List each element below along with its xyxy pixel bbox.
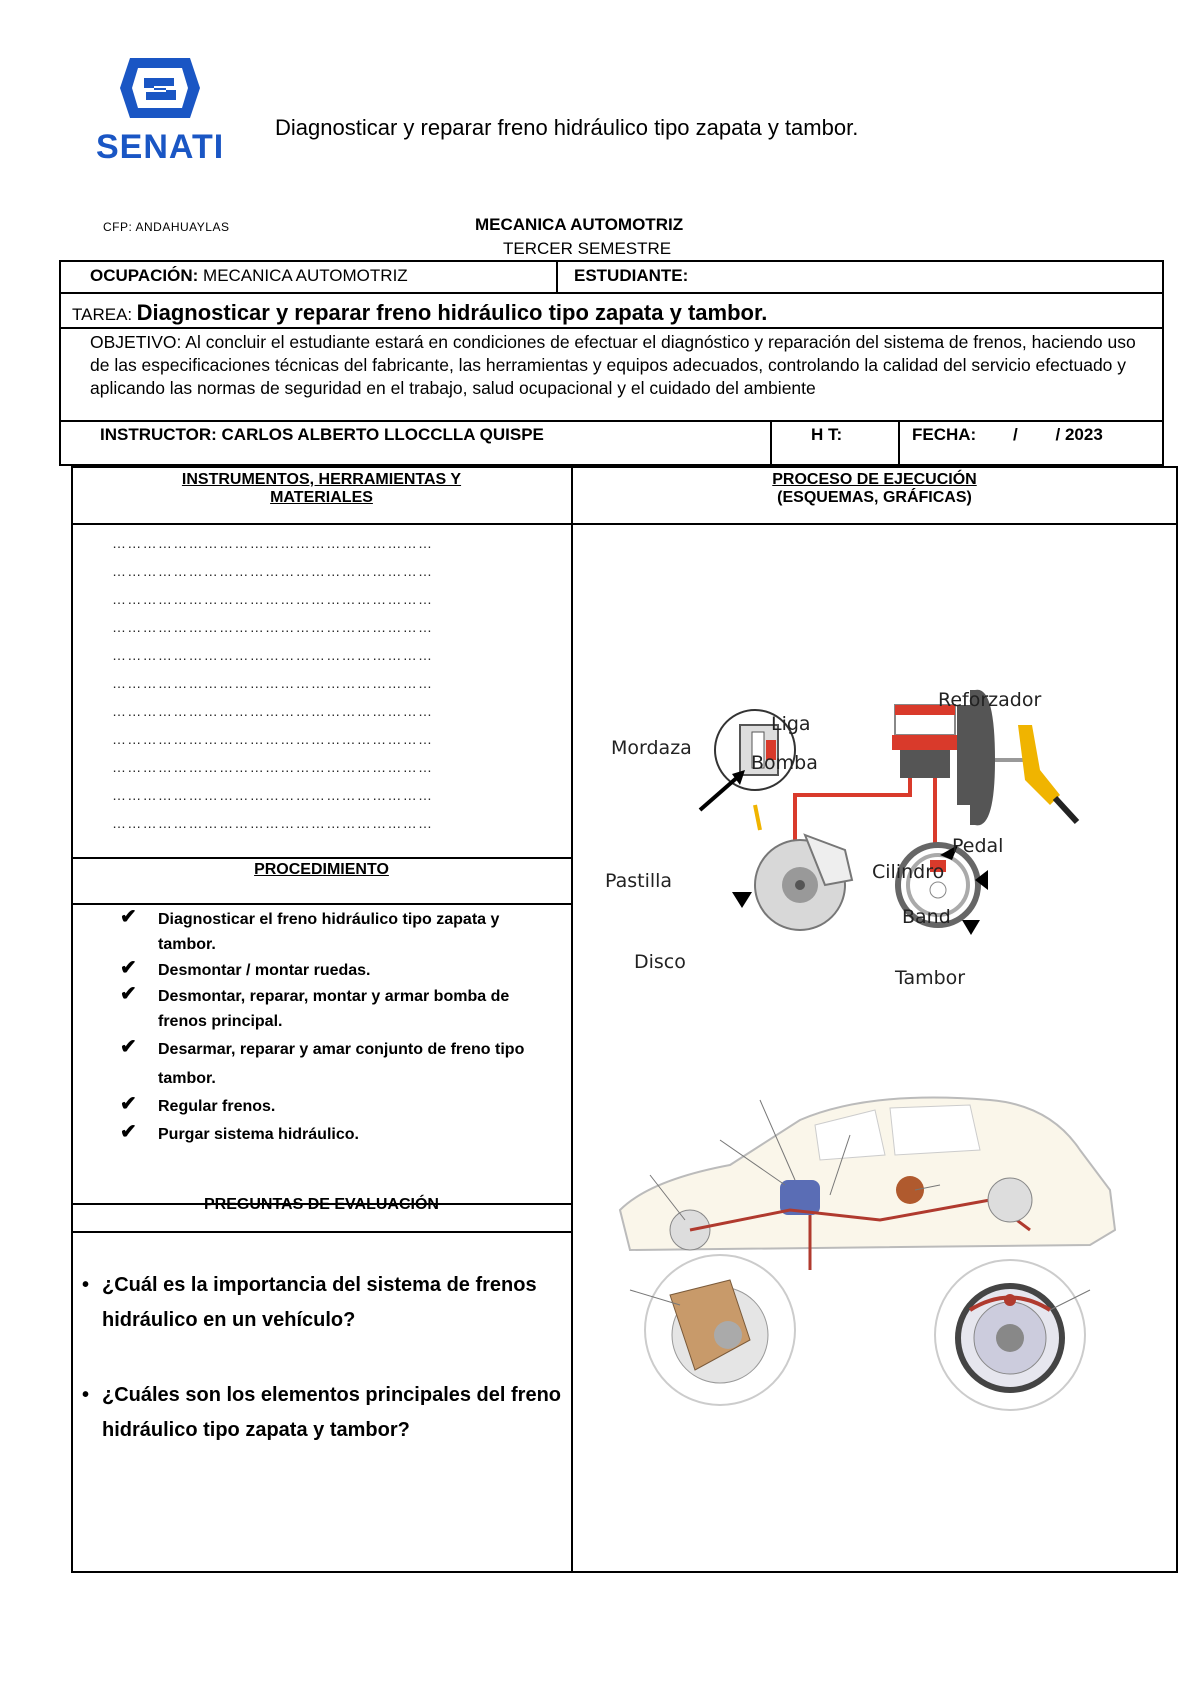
procedure-item: ✔ Desmontar, reparar, montar y armar bomba de frenos principal. (120, 983, 510, 1030)
label-cilindro: Cilindro (872, 861, 945, 883)
process-title-line1: PROCESO DE EJECUCIÓN (772, 471, 977, 488)
fecha-value: / / 2023 (1013, 425, 1103, 444)
procedure-item: ✔ Purgar sistema hidráulico. (120, 1121, 359, 1143)
cfp-label: CFP: ANDAHUAYLAS (103, 220, 230, 234)
pedal-icon (1018, 725, 1060, 805)
page-title: Diagnosticar y reparar freno hidráulico tipo zapata y tambor. (275, 115, 859, 140)
label-mordaza: Mordaza (611, 737, 692, 759)
fecha-label: FECHA: (912, 425, 977, 444)
senati-emblem-icon (70, 50, 250, 130)
career-title: MECANICA AUTOMOTRIZ (475, 215, 684, 234)
check-icon: ✔ (120, 906, 137, 928)
dotted-line: ……………………………………………………… (112, 731, 434, 747)
divider (770, 420, 772, 466)
divider (71, 523, 1178, 525)
ocupacion-field (90, 266, 408, 286)
dotted-line: ……………………………………………………… (112, 563, 434, 579)
estudiante-label: ESTUDIANTE: (574, 266, 689, 285)
divider (71, 903, 572, 905)
label-disco: Disco (634, 951, 686, 973)
divider (556, 260, 558, 293)
procedure-item: ✔ Regular frenos. (120, 1093, 276, 1115)
procedure-item: ✔ Desarmar, reparar y amar conjunto de freno tipo tambor. (120, 1035, 560, 1093)
ocupacion-value: MECANICA AUTOMOTRIZ (203, 266, 408, 285)
divider (59, 327, 1164, 329)
divider (59, 292, 1164, 294)
check-icon: ✔ (120, 1121, 137, 1143)
semester-label: TERCER SEMESTRE (503, 239, 672, 258)
label-reforzador: Reforzador (938, 689, 1042, 711)
divider (59, 420, 1164, 422)
dotted-line: ……………………………………………………… (112, 815, 434, 831)
instruments-title (73, 471, 570, 507)
label-tambor: Tambor (895, 967, 966, 989)
ocupacion-label: OCUPACIÓN: (90, 266, 199, 285)
dotted-line: ……………………………………………………… (112, 591, 434, 607)
procedure-item: ✔ Diagnosticar el freno hidráulico tipo zapata y tambor. (120, 906, 500, 953)
instruments-title-line2: MATERIALES (270, 489, 373, 506)
dotted-line: ……………………………………………………… (112, 535, 434, 551)
label-liga: Liga (771, 713, 811, 735)
label-pastilla: Pastilla (605, 870, 673, 892)
process-title (573, 471, 1176, 507)
divider (71, 1231, 572, 1233)
dotted-line: ……………………………………………………… (112, 619, 434, 635)
check-icon: ✔ (120, 1036, 137, 1058)
bullet-icon: • (82, 1274, 90, 1296)
evaluation-question: • ¿Cuál es la importancia del sistema de frenos hidráulico en un vehículo? (82, 1268, 572, 1338)
dotted-line: ……………………………………………………… (112, 647, 434, 663)
evaluation-title: PREGUNTAS DE EVALUACIÓN (204, 1196, 439, 1213)
ht-label: H T: (811, 425, 843, 444)
dotted-line: ……………………………………………………… (112, 759, 434, 775)
divider (898, 420, 900, 466)
label-pedal: Pedal (952, 835, 1004, 857)
master-cylinder-icon (892, 735, 957, 750)
instruments-title-line1: INSTRUMENTOS, HERRAMIENTAS Y (181, 471, 462, 488)
check-icon: ✔ (120, 1093, 137, 1115)
process-subtitle: (ESQUEMAS, GRÁFICAS) (777, 489, 972, 506)
dotted-line: ……………………………………………………… (112, 675, 434, 691)
dotted-line: ……………………………………………………… (112, 787, 434, 803)
check-icon: ✔ (120, 983, 137, 1005)
senati-logo (70, 50, 250, 178)
evaluation-question: • ¿Cuáles son los elementos principales del freno hidráulico tipo zapata y tambor? (82, 1378, 572, 1448)
divider (71, 857, 572, 859)
car-brake-illustration (610, 1080, 1130, 1430)
instructor-label: INSTRUCTOR: CARLOS ALBERTO LLOCCLLA QUISPE (100, 425, 544, 444)
procedure-item: ✔ Desmontar / montar ruedas. (120, 957, 371, 979)
brake-system-diagram (605, 670, 1150, 1010)
tarea-value: Diagnosticar y reparar freno hidráulico tipo zapata y tambor. (136, 300, 768, 325)
dotted-line: ……………………………………………………… (112, 703, 434, 719)
bullet-icon: • (82, 1384, 90, 1406)
label-bomba: Bomba (751, 752, 818, 774)
tarea-field (72, 300, 767, 326)
check-icon: ✔ (120, 957, 137, 979)
objetivo-text: OBJETIVO: Al concluir el estudiante estará en condiciones de efectuar el diagnóstico y reparación del sistema de frenos, haciendo uso de las especificaciones técnicas del fabricante, las herramientas y equipos adecuados, controlando la calidad del servicio efectuado y aplicando las normas de seguridad en el trabajo, salud ocupacional y el cuidado del ambiente (90, 332, 1136, 398)
procedure-title: PROCEDIMIENTO (254, 861, 389, 878)
label-band: Band (902, 906, 951, 928)
logo-wordmark: SENATI (96, 128, 225, 166)
tarea-label: TAREA: (72, 305, 133, 324)
